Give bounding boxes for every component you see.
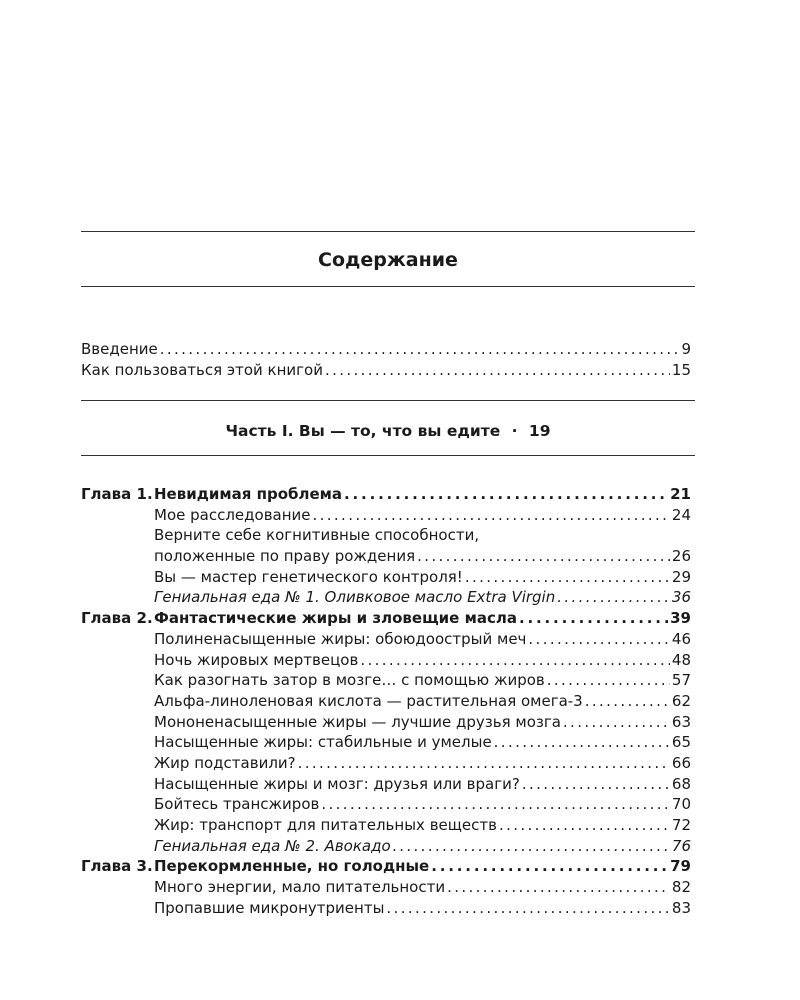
toc-entry-title: Много энергии, мало питательности xyxy=(154,878,446,897)
part-page: 19 xyxy=(528,422,551,440)
toc-entry-title: Перекормленные, но голодные xyxy=(154,857,430,876)
toc-entry-title: Фантастические жиры и зловещие масла xyxy=(154,609,517,628)
toc-entry-first-line[interactable] xyxy=(81,525,691,546)
dot-leader xyxy=(325,360,670,381)
dot-leader xyxy=(386,898,669,919)
toc-entry-title: Насыщенные жиры и мозг: друзья или враги? xyxy=(154,774,520,793)
toc-section[interactable] xyxy=(81,670,691,691)
dot-leader xyxy=(494,732,670,753)
part-title: Часть I. Вы — то, что вы едите xyxy=(225,422,501,440)
toc-feature-item[interactable] xyxy=(81,587,691,608)
toc-page-number: 82 xyxy=(671,878,691,897)
toc-entry-title: Вы — мастер генетического контроля! xyxy=(154,567,463,586)
toc-section[interactable] xyxy=(81,650,691,671)
toc-page-number: 83 xyxy=(671,898,691,917)
toc-section[interactable] xyxy=(81,732,691,753)
dot-leader xyxy=(522,774,670,795)
heading-top-rule xyxy=(81,231,695,232)
dot-leader xyxy=(528,629,669,650)
toc-section[interactable] xyxy=(81,753,691,774)
intro-list xyxy=(81,339,691,380)
dot-leader xyxy=(447,877,670,898)
toc-page-number: 48 xyxy=(671,650,691,669)
toc-section[interactable] xyxy=(81,794,691,815)
toc-entry-title: Ночь жировых мертвецов xyxy=(154,650,359,669)
toc-page-number: 70 xyxy=(671,795,691,814)
toc-entry-title: Гениальная еда № 1. Оливковое масло Extra Virgin xyxy=(154,588,556,607)
toc-entry-title: Верните себе когнитивные способности, xyxy=(154,526,480,545)
toc-section[interactable] xyxy=(81,546,691,567)
toc-page-number: 57 xyxy=(671,671,691,690)
toc-page-number: 39 xyxy=(670,609,691,628)
toc-entry-title: Альфа-линоленовая кислота — растительная омега-3 xyxy=(154,691,583,710)
toc-section[interactable] xyxy=(81,712,691,733)
toc-page-number: 65 xyxy=(671,733,691,752)
toc-section[interactable] xyxy=(81,691,691,712)
toc-chapter[interactable] xyxy=(81,484,691,505)
part-bottom-rule xyxy=(81,455,695,456)
toc-entry-title: Бойтесь трансжиров xyxy=(154,795,320,814)
toc-entry-title: Жир подставили? xyxy=(154,753,296,772)
toc-page-number: 66 xyxy=(671,753,691,772)
toc-page-number: 29 xyxy=(671,567,691,586)
toc-page-number: 62 xyxy=(671,691,691,710)
dot-leader xyxy=(360,650,670,671)
toc-entry-title: Как пользоваться этой книгой xyxy=(81,360,323,379)
part-separator: · xyxy=(511,422,518,440)
toc-page-number: 76 xyxy=(671,836,691,855)
dot-leader xyxy=(321,794,670,815)
toc-section[interactable] xyxy=(81,629,691,650)
page-title: Содержание xyxy=(318,249,458,271)
chapter-label: Глава 2. xyxy=(81,609,153,628)
dot-leader xyxy=(563,712,670,733)
toc-feature-item[interactable] xyxy=(81,836,691,857)
toc-section[interactable] xyxy=(81,505,691,526)
toc-entry-title: Пропавшие микронутриенты xyxy=(154,898,385,917)
toc-entry-title: Жир: транспорт для питательных веществ xyxy=(154,816,497,834)
toc-page-number: 72 xyxy=(671,816,691,834)
toc-section[interactable] xyxy=(81,815,691,836)
toc-entry-title: Мононенасыщенные жиры — лучшие друзья мозга xyxy=(154,712,561,731)
toc-entry-title: положенные по праву рождения xyxy=(154,547,416,566)
toc-chapter[interactable] xyxy=(81,856,691,877)
heading-bottom-rule xyxy=(81,286,695,287)
toc-entry-title: Полиненасыщенные жиры: обоюдоострый меч xyxy=(154,629,527,648)
toc-page-number: 26 xyxy=(671,547,691,566)
dot-leader xyxy=(344,484,668,505)
toc-page-number: 15 xyxy=(671,360,691,379)
toc-page-number: 79 xyxy=(670,857,691,876)
dot-leader xyxy=(431,856,668,877)
chapter-label: Глава 3. xyxy=(81,857,153,876)
dot-leader xyxy=(465,567,670,588)
toc-page-number: 46 xyxy=(671,629,691,648)
dot-leader xyxy=(417,546,670,567)
dot-leader xyxy=(499,815,670,836)
toc-page-number: 63 xyxy=(671,712,691,731)
part-heading xyxy=(81,422,695,440)
toc-page-number: 21 xyxy=(670,485,691,503)
chapter-list xyxy=(81,484,691,918)
toc-entry-title: Невидимая проблема xyxy=(154,485,343,503)
toc-entry-title: Гениальная еда № 2. Авокадо xyxy=(154,836,391,855)
toc-intro-item[interactable] xyxy=(81,360,691,381)
toc-page-number: 68 xyxy=(671,774,691,793)
toc-entry-title: Как разогнать затор в мозге… с помощью жиров xyxy=(154,671,545,690)
part-top-rule xyxy=(81,400,695,401)
toc-page-number: 36 xyxy=(671,588,691,607)
dot-leader xyxy=(393,836,670,857)
dot-leader xyxy=(585,691,670,712)
dot-leader xyxy=(298,753,670,774)
toc-section[interactable] xyxy=(81,898,691,919)
dot-leader xyxy=(160,339,680,360)
toc-entry-title: Введение xyxy=(81,340,158,358)
toc-section[interactable] xyxy=(81,774,691,795)
dot-leader xyxy=(557,587,670,608)
toc-section[interactable] xyxy=(81,567,691,588)
dot-leader xyxy=(547,670,670,691)
dot-leader xyxy=(519,608,668,629)
toc-page-number: 24 xyxy=(671,505,691,524)
toc-chapter[interactable] xyxy=(81,608,691,629)
toc-entry-title: Насыщенные жиры: стабильные и умелые xyxy=(154,733,492,752)
dot-leader xyxy=(313,505,670,526)
toc-intro-item[interactable] xyxy=(81,339,691,360)
toc-section[interactable] xyxy=(81,877,691,898)
toc-entry-title: Мое расследование xyxy=(154,505,311,524)
chapter-label: Глава 1. xyxy=(81,485,153,503)
toc-page-number: 9 xyxy=(681,340,691,358)
